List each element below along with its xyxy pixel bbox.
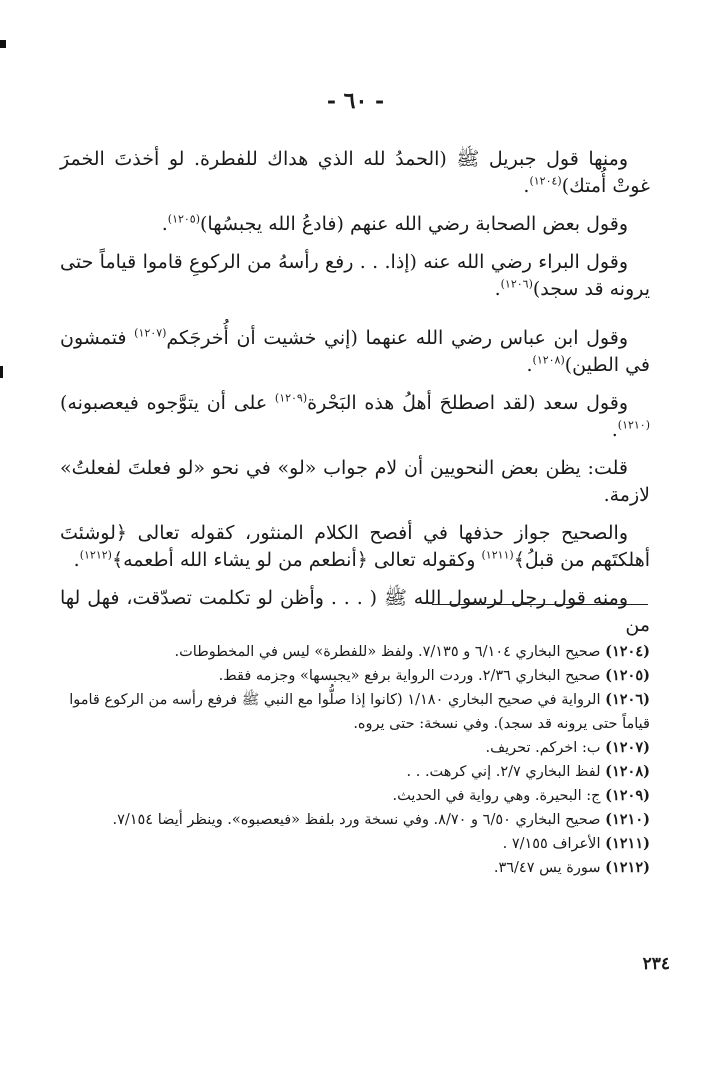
footnote-number: (١٢١١) bbox=[605, 835, 650, 852]
footnote-text: صحيح البخاري ٢/٣٦. وردت الرواية برفع «يجبسها» وجزمه فقط. bbox=[218, 668, 601, 684]
footnote bbox=[60, 688, 650, 736]
footnote-number: (١٢٠٥) bbox=[605, 667, 650, 684]
paragraph: ومنها قول جبريل ﷺ (الحمدُ لله الذي هداك للفطرة. لو أخذتَ الخمرَ غوتْ أُمتك)$^{(١٢٠٤)}$. bbox=[60, 148, 650, 197]
page-number: - ٦٠ - bbox=[326, 88, 385, 114]
footnote-number: (١٢١٠) bbox=[605, 811, 650, 828]
paragraph: والصحيح جواز حذفها في أفصح الكلام المنثور، كقوله تعالى ﴿لوشئتَ أهلكتَهم من قبلُ﴾$^{(١٢١١)}$ وكقوله تعالى ﴿أنطعم من لو يشاء الله أطعمه﴾$^{(١٢١٢)}$. bbox=[60, 522, 650, 571]
folio-number: ٢٣٤ bbox=[642, 954, 670, 974]
paragraph-text: ومنها قول جبريل ﷺ (الحمدُ لله الذي هداك للفطرة. لو أخذتَ الخمرَ غوتْ أُمتك) bbox=[60, 148, 650, 197]
footnote-ref[interactable]: (١٢١٠) bbox=[617, 418, 650, 432]
footnote-text: الأعراف ٧/١٥٥ . bbox=[502, 836, 601, 852]
footnote-text: سورة يس ٣٦/٤٧. bbox=[493, 860, 601, 876]
footnote bbox=[60, 856, 650, 880]
paragraph bbox=[60, 455, 650, 509]
footnote-ref[interactable]: (١٢٠٩) bbox=[274, 391, 308, 405]
paragraph-text: وقول البراء رضي الله عنه (إذا. . . رفع رأسهُ من الركوعِ قاموا قياماً حتى يرونه قد سجد) bbox=[60, 251, 650, 300]
footnote bbox=[60, 832, 650, 856]
footnote bbox=[60, 640, 650, 664]
footnote-ref[interactable]: (١٢٠٤) bbox=[529, 174, 562, 188]
footnote-number: (١٢١٢) bbox=[605, 859, 650, 876]
footnotes bbox=[60, 640, 650, 880]
paragraph-text: وقول بعض الصحابة رضي الله عنهم (فادعُ الله يجبسُها) bbox=[200, 213, 628, 235]
paragraph: وقول البراء رضي الله عنه (إذا. . . رفع رأسهُ من الركوعِ قاموا قياماً حتى يرونه قد سجد)$^{(١٢٠٦)}$. bbox=[60, 251, 650, 300]
footnote-text: صحيح البخاري ٦/١٠٤ و ٧/١٣٥. ولفظ «للفطرة» ليس في المخطوطات. bbox=[174, 644, 601, 660]
paragraph-text: قلت: يظن بعض النحويين أن لام جواب «لو» في نحو «لو فعلتَ لفعلتُ» لازمة. bbox=[60, 457, 650, 506]
paragraph-text: وقول ابن عباس رضي الله عنهما (إني خشيت أن أُخرجَكم bbox=[166, 327, 628, 349]
footnote-ref[interactable]: (١٢٠٥) bbox=[167, 212, 201, 226]
footnote-text: الرواية في صحيح البخاري ١/١٨٠ (كانوا إذا صلُّوا مع النبي ﷺ فرفع رأسه من الركوع قاموا قياماً حتى يرونه قد سجد). وفي نسخة: حتى يروه. bbox=[69, 692, 650, 732]
footnote-ref[interactable]: (١٢٠٨) bbox=[532, 353, 565, 367]
footnote-number: (١٢٠٩) bbox=[605, 787, 650, 804]
paragraph bbox=[60, 585, 650, 639]
footnote-text: ب: اخركم. تحريف. bbox=[485, 740, 601, 756]
paragraph-text: وقول سعد (لقد اصطلحَ أهلُ هذه البَحْرة bbox=[307, 392, 628, 414]
paragraph: وقول ابن عباس رضي الله عنهما (إني خشيت أن أُخرجَكم$^{(١٢٠٧)}$ فتمشون في الطين)$^{(١٢٠٨)}$. bbox=[60, 326, 650, 376]
paragraph-text: وكقوله تعالى ﴿أنطعم من لو يشاء الله أطعمه﴾ bbox=[111, 549, 482, 571]
footnote bbox=[60, 664, 650, 688]
footnote-number: (١٢٠٨) bbox=[605, 763, 650, 780]
paragraph: وقول سعد (لقد اصطلحَ أهلُ هذه البَحْرة$^{(١٢٠٩)}$ على أن يتوَّجوه فيعصبونه)$^{(١٢١٠)}$. bbox=[60, 391, 650, 441]
footnote-ref[interactable]: (١٢١١) bbox=[481, 548, 514, 562]
footnote-separator bbox=[432, 604, 648, 605]
paragraph-text: فتمشون في الطين) bbox=[60, 327, 650, 376]
scan-edge-mark bbox=[0, 40, 6, 48]
paragraph: وقول بعض الصحابة رضي الله عنهم (فادعُ الله يجبسُها)$^{(١٢٠٥)}$. bbox=[161, 212, 628, 235]
paragraph-text: ومنه قول رجل لرسول الله ﷺ ( . . . وأظن لو تكلمت تصدّقت، فهل لها من bbox=[60, 587, 650, 636]
footnote-text: صحيح البخاري ٦/٥٠ و ٨/٧٠. وفي نسخة ورد بلفظ «فيعصبوه». وينظر أيضا ٧/١٥٤. bbox=[112, 812, 601, 828]
footnote-ref[interactable]: (١٢٠٧) bbox=[134, 326, 167, 340]
footnote-text: لفظ البخاري ٢/٧. إني كرهت. . . bbox=[406, 764, 601, 780]
footnote-text: ج: البحيرة. وهي رواية في الحديث. bbox=[392, 788, 601, 804]
footnote bbox=[60, 736, 650, 760]
paragraph-text: على أن يتوَّجوه فيعصبونه) bbox=[60, 392, 275, 414]
footnote bbox=[60, 808, 650, 832]
footnote-number: (١٢٠٧) bbox=[605, 739, 650, 756]
footnote bbox=[60, 784, 650, 808]
scan-edge-mark bbox=[0, 366, 3, 378]
main-text bbox=[60, 146, 650, 650]
footnote bbox=[60, 760, 650, 784]
footnote-number: (١٢٠٦) bbox=[605, 691, 650, 708]
footnote-ref[interactable]: (١٢٠٦) bbox=[500, 277, 533, 291]
footnote-ref[interactable]: (١٢١٢) bbox=[79, 548, 112, 562]
paragraph-text: والصحيح جواز حذفها في أفصح الكلام المنثور، كقوله تعالى ﴿لوشئتَ أهلكتَهم من قبلُ﴾ bbox=[60, 522, 650, 571]
footnote-number: (١٢٠٤) bbox=[605, 643, 650, 660]
